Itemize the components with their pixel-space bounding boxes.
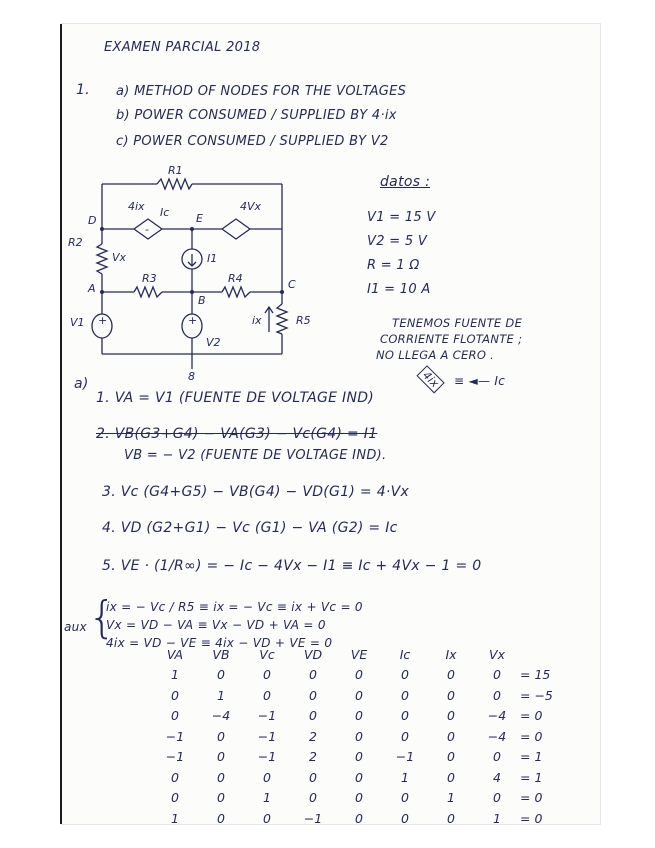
matrix-cell: 0 xyxy=(309,708,317,724)
equation-5: 5. VE · (1/R∞) = − Ic − 4Vx − I1 ≡ Ic + 4Vx − 1 = 0 xyxy=(102,558,482,574)
matrix-cell: 0 xyxy=(171,708,179,724)
dependent-source-4vx xyxy=(222,219,250,239)
matrix-row xyxy=(152,726,566,747)
matrix-cell: 0 xyxy=(447,810,455,824)
matrix-cell: −1 xyxy=(395,749,415,765)
matrix-cell: 0 xyxy=(401,810,409,824)
matrix-header: VB xyxy=(212,646,230,662)
aux-equation: 4ix = VD − VE ≡ 4ix − VD + VE = 0 xyxy=(106,636,333,650)
matrix-row xyxy=(152,706,566,727)
label-i1: I1 xyxy=(207,252,218,265)
matrix-cell: 1 xyxy=(171,810,179,824)
matrix-cell: 4 xyxy=(493,769,501,785)
datos-heading: datos : xyxy=(380,174,431,190)
matrix-cell: 1 xyxy=(263,790,271,806)
label-node-b: B xyxy=(198,294,206,307)
note-equivalence: ≡ ◄— Ic xyxy=(454,374,506,388)
aux-equation: ix = − Vc / R5 ≡ ix = − Vc ≡ ix + Vc = 0 xyxy=(106,600,363,614)
aux-equation: Vx = VD − VA ≡ Vx − VD + VA = 0 xyxy=(106,618,326,632)
matrix-cell: 0 xyxy=(171,790,179,806)
matrix-row xyxy=(152,665,566,686)
label-ix: ix xyxy=(252,314,262,327)
datos-item: R = 1 Ω xyxy=(367,258,420,273)
equation-1: 1. VA = V1 (FUENTE DE VOLTAGE IND) xyxy=(96,390,375,406)
matrix-header: Vc xyxy=(259,646,275,662)
note-dep-source: 4ix xyxy=(416,365,445,394)
problem-number: 1. xyxy=(76,82,90,98)
node-dot-b xyxy=(190,290,194,294)
matrix-cell: 0 xyxy=(447,667,455,683)
solution-matrix xyxy=(152,644,566,824)
resistor-r3 xyxy=(134,287,162,297)
label-ground: 8 xyxy=(188,370,195,383)
aux-brace: { xyxy=(88,592,117,643)
matrix-cell: 1 xyxy=(217,687,225,703)
node-dot-c xyxy=(280,290,284,294)
matrix-cell: −4 xyxy=(211,708,231,724)
label-dep-minus: - xyxy=(145,223,149,236)
note-line: NO LLEGA A CERO . xyxy=(376,348,495,362)
label-v1-plus: + xyxy=(98,314,108,327)
question-b: b) POWER CONSUMED / SUPPLIED BY 4·ix xyxy=(116,108,397,123)
matrix-cell: 0 xyxy=(401,687,409,703)
label-r3: R3 xyxy=(142,272,157,285)
matrix-cell: 0 xyxy=(401,667,409,683)
matrix-rhs: = 0 xyxy=(520,728,543,744)
matrix-header: VA xyxy=(166,646,184,662)
circuit-diagram xyxy=(62,24,600,384)
matrix-header: VD xyxy=(303,646,323,662)
matrix-cell: −4 xyxy=(487,708,507,724)
matrix-cell: 0 xyxy=(309,687,317,703)
label-v2-plus: + xyxy=(188,314,198,327)
matrix-cell: 0 xyxy=(447,687,455,703)
label-node-c: C xyxy=(288,278,296,291)
matrix-cell: 0 xyxy=(217,667,225,683)
matrix-row xyxy=(152,788,566,809)
node-dot-d xyxy=(100,227,104,231)
label-r1: R1 xyxy=(168,164,183,177)
label-v1: V1 xyxy=(70,316,85,329)
datos-item: V1 = 15 V xyxy=(367,210,436,225)
equation-4: 4. VD (G2+G1) − Vc (G1) − VA (G2) = Ic xyxy=(102,520,398,536)
matrix-header: Ic xyxy=(399,646,411,662)
label-r2: R2 xyxy=(68,236,83,249)
matrix-cell: −1 xyxy=(257,749,277,765)
matrix-cell: −1 xyxy=(165,749,185,765)
matrix-cell: 0 xyxy=(355,749,363,765)
matrix-row xyxy=(152,767,566,788)
matrix-cell: −4 xyxy=(487,728,507,744)
label-dep-left: 4ix xyxy=(128,200,145,213)
part-a-label: a) xyxy=(74,376,89,392)
matrix-cell: 1 xyxy=(171,667,179,683)
matrix-header: Ix xyxy=(445,646,457,662)
matrix-cell: 0 xyxy=(493,687,501,703)
datos-item: I1 = 10 A xyxy=(367,282,431,297)
matrix-cell: 0 xyxy=(355,728,363,744)
aux-label: aux xyxy=(64,620,87,634)
matrix-cell: 0 xyxy=(217,810,225,824)
matrix-cell: 2 xyxy=(309,749,317,765)
matrix-rhs: = 1 xyxy=(520,749,543,765)
matrix-rhs: = 0 xyxy=(520,790,543,806)
label-ic: Ic xyxy=(160,206,170,219)
matrix-cell: 0 xyxy=(217,728,225,744)
matrix-cell: 0 xyxy=(355,708,363,724)
matrix-row xyxy=(152,685,566,706)
matrix-header xyxy=(520,644,566,665)
matrix-cell: 0 xyxy=(447,728,455,744)
notebook-page xyxy=(62,24,600,824)
note-line: TENEMOS FUENTE DE xyxy=(392,316,523,330)
matrix-cell: −1 xyxy=(303,810,323,824)
matrix-cell: 1 xyxy=(493,810,501,824)
matrix-header: VE xyxy=(350,646,368,662)
matrix-cell: 0 xyxy=(447,708,455,724)
matrix-cell: 0 xyxy=(447,769,455,785)
matrix-cell: 0 xyxy=(355,790,363,806)
equation-2: VB = − V2 (FUENTE DE VOLTAGE IND). xyxy=(124,448,387,463)
label-r5: R5 xyxy=(296,314,311,327)
matrix-cell: 0 xyxy=(171,687,179,703)
matrix-cell: 0 xyxy=(355,687,363,703)
label-dep-right: 4Vx xyxy=(240,200,262,213)
matrix-cell: 0 xyxy=(355,769,363,785)
matrix-body xyxy=(152,665,566,825)
matrix-cell: 0 xyxy=(217,790,225,806)
matrix-cell: 0 xyxy=(263,687,271,703)
question-c: c) POWER CONSUMED / SUPPLIED BY V2 xyxy=(116,134,389,149)
matrix-rhs: = −5 xyxy=(520,687,553,703)
matrix-cell: −1 xyxy=(257,708,277,724)
question-a: a) METHOD OF NODES FOR THE VOLTAGES xyxy=(116,84,407,99)
page-title: EXAMEN PARCIAL 2018 xyxy=(104,40,261,55)
matrix-cell: 0 xyxy=(355,810,363,824)
equation-2-struck: 2. VB(G3+G4) − VA(G3) − Vc(G4) = I1 xyxy=(96,426,378,442)
matrix-rhs: = 15 xyxy=(520,667,551,683)
matrix-cell: −1 xyxy=(257,728,277,744)
matrix-cell: 0 xyxy=(493,667,501,683)
matrix-cell: 0 xyxy=(493,749,501,765)
matrix-cell: 0 xyxy=(263,667,271,683)
matrix-cell: 0 xyxy=(263,769,271,785)
note-line: CORRIENTE FLOTANTE ; xyxy=(380,332,523,346)
node-dot-e xyxy=(190,227,194,231)
label-r4: R4 xyxy=(228,272,243,285)
equation-3: 3. Vc (G4+G5) − VB(G4) − VD(G1) = 4·Vx xyxy=(102,484,410,500)
matrix-rhs: = 0 xyxy=(520,708,543,724)
resistor-r4 xyxy=(222,287,250,297)
matrix-cell: 2 xyxy=(309,728,317,744)
matrix-cell: 0 xyxy=(401,790,409,806)
matrix-cell: 0 xyxy=(263,810,271,824)
matrix-cell: 0 xyxy=(217,769,225,785)
matrix-row xyxy=(152,808,566,824)
matrix-cell: 0 xyxy=(309,790,317,806)
matrix-rhs: = 1 xyxy=(520,769,543,785)
resistor-r1 xyxy=(157,179,192,189)
matrix-cell: 1 xyxy=(401,769,409,785)
matrix-cell: 1 xyxy=(447,790,455,806)
matrix-cell: 0 xyxy=(401,728,409,744)
resistor-r2 xyxy=(97,244,107,274)
node-dot-a xyxy=(100,290,104,294)
matrix-cell: 0 xyxy=(493,790,501,806)
label-node-d: D xyxy=(88,214,97,227)
matrix-cell: 0 xyxy=(401,708,409,724)
matrix-cell: 0 xyxy=(217,749,225,765)
label-vx: Vx xyxy=(112,251,127,264)
datos-item: V2 = 5 V xyxy=(367,234,428,249)
matrix-header: Vx xyxy=(489,646,505,662)
label-v2: V2 xyxy=(206,336,221,349)
label-node-e: E xyxy=(196,212,203,225)
matrix-cell: 0 xyxy=(171,769,179,785)
matrix-cell: −1 xyxy=(165,728,185,744)
resistor-r5 xyxy=(277,304,287,334)
matrix-cell: 0 xyxy=(309,667,317,683)
matrix-cell: 0 xyxy=(447,749,455,765)
matrix-cell: 0 xyxy=(309,769,317,785)
matrix-row xyxy=(152,747,566,768)
matrix-rhs: = 0 xyxy=(520,810,543,824)
matrix-cell: 0 xyxy=(355,667,363,683)
matrix-header-row xyxy=(152,644,566,665)
label-node-a: A xyxy=(88,282,96,295)
